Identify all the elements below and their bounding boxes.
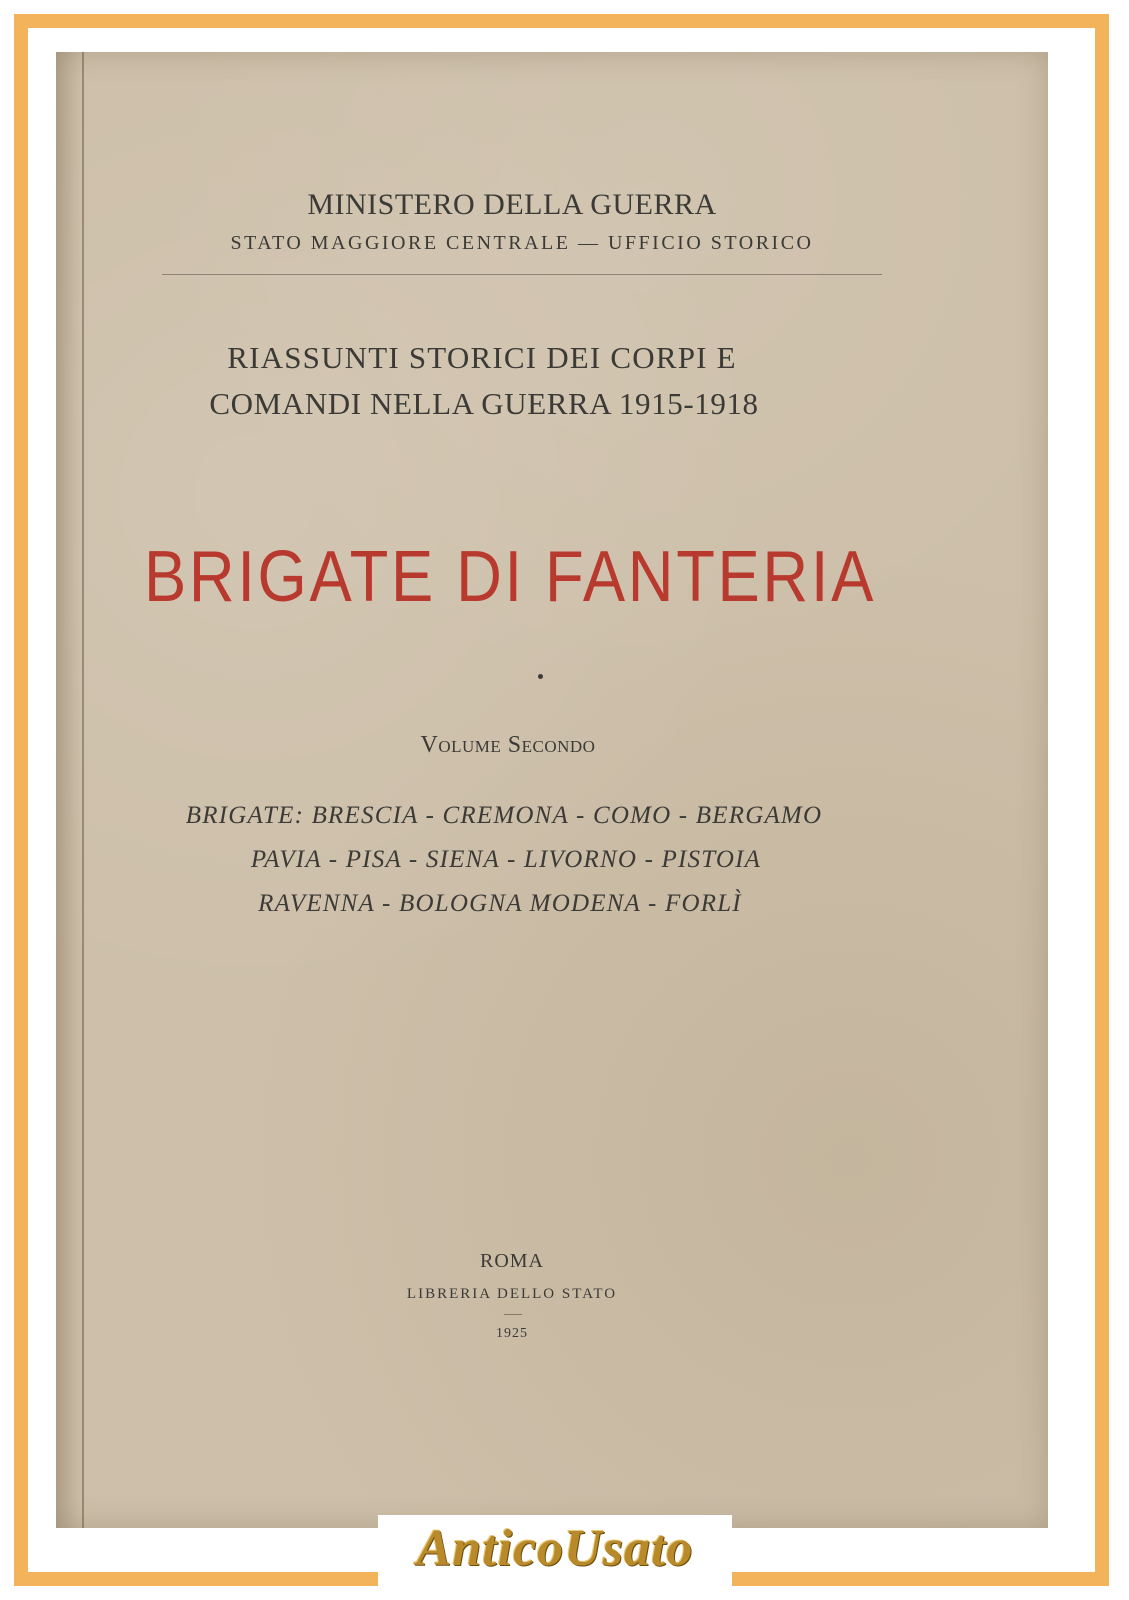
volume-label: Volume Secondo xyxy=(420,732,596,758)
office-subheading: STATO MAGGIORE CENTRALE — UFFICIO STORICO xyxy=(230,232,814,254)
watermark-logo xyxy=(378,1515,732,1587)
publication-year: 1925 xyxy=(496,1326,528,1341)
imprint-divider xyxy=(504,1314,522,1315)
brigades-line-1: BRIGATE: BRESCIA - CREMONA - COMO - BERGAMO xyxy=(185,802,823,829)
book-cover xyxy=(56,52,1048,1528)
publisher-name: LIBRERIA DELLO STATO xyxy=(406,1286,618,1302)
ministry-heading: MINISTERO DELLA GUERRA xyxy=(307,188,717,221)
book-title: BRIGATE DI FANTERIA xyxy=(144,537,876,617)
heading-divider xyxy=(162,274,882,275)
brigades-line-2: PAVIA - PISA - SIENA - LIVORNO - PISTOIA xyxy=(250,846,762,873)
book-spine xyxy=(56,52,84,1528)
series-title-line-1: RIASSUNTI STORICI DEI CORPI E xyxy=(227,340,737,375)
series-title-line-2: COMANDI NELLA GUERRA 1915-1918 xyxy=(209,386,759,421)
watermark-logo-text: AnticoUsato xyxy=(416,1520,694,1577)
ornament-dot xyxy=(538,674,543,679)
brigades-line-3: RAVENNA - BOLOGNA MODENA - FORLÌ xyxy=(258,890,742,917)
publication-city: ROMA xyxy=(479,1250,544,1272)
